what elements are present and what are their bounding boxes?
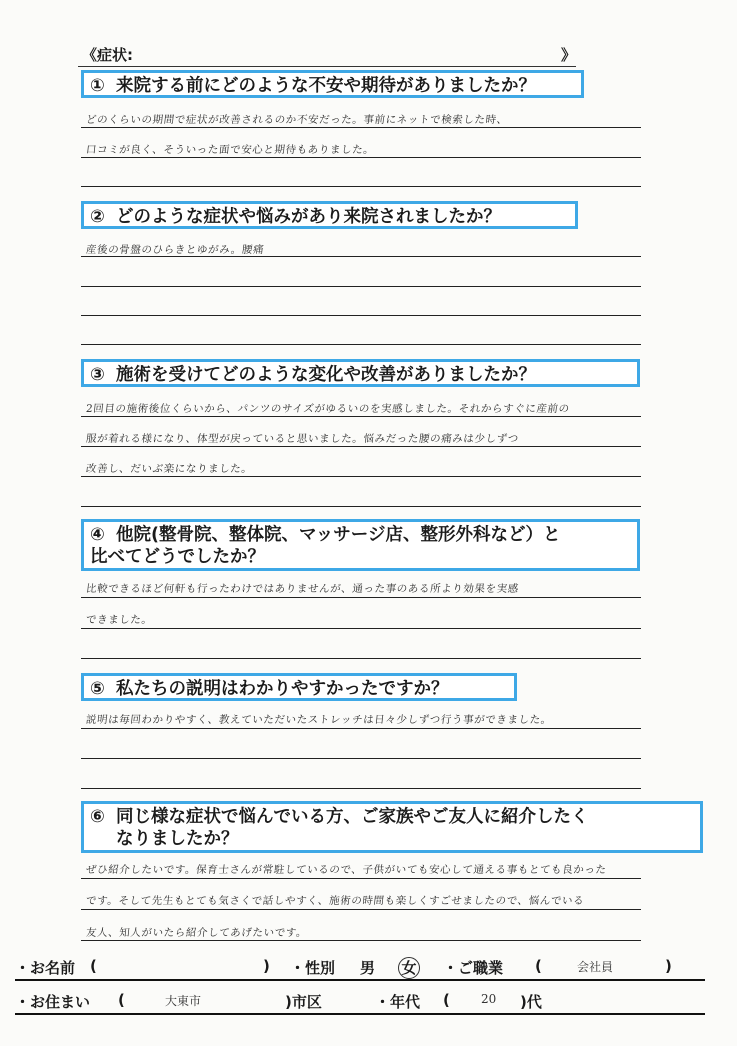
question-5-text: 私たちの説明はわかりやすかったですか？ — [116, 679, 449, 699]
answer-rule — [81, 256, 641, 257]
question-4-box — [81, 519, 640, 571]
answer-rule — [81, 127, 641, 128]
question-3-box — [81, 359, 640, 387]
job-label: ・ご職業 — [443, 959, 504, 977]
answer-rule — [81, 788, 641, 789]
answer-rule — [81, 940, 641, 941]
answer-3-line-2: 服が着れる様になり、体型が戻っていると思いました。悩みだった腰の痛みは少しずつ — [85, 433, 520, 445]
answer-5-line-1: 説明は毎回わかりやすく、教えていただいたストレッチは日々少しずつ行う事ができました。 — [85, 714, 553, 726]
answer-rule — [81, 728, 641, 729]
answer-rule — [81, 446, 641, 447]
name-label: ・お名前 — [15, 959, 76, 977]
gender-male: 男 — [360, 959, 376, 977]
symptom-close-bracket: 》 — [560, 46, 576, 64]
answer-rule — [81, 628, 641, 629]
question-4-number: ④ — [90, 525, 105, 545]
job-close-paren: ) — [665, 957, 672, 975]
answer-4-line-2: できました。 — [85, 614, 154, 626]
footer-line-1 — [15, 979, 705, 981]
question-1-number: ① — [90, 76, 105, 96]
answer-rule — [81, 476, 641, 477]
symptom-label: 《症状: — [82, 46, 133, 64]
answer-rule — [81, 909, 641, 910]
question-2-number: ② — [90, 207, 105, 227]
question-3-number: ③ — [90, 365, 105, 385]
address-value: 大東市 — [165, 994, 202, 1008]
answer-rule — [81, 506, 641, 507]
age-value: 20 — [481, 992, 497, 1006]
answer-3-line-3: 改善し、だいぶ楽になりました。 — [85, 463, 254, 475]
gender-label: ・性別 — [290, 959, 336, 977]
question-6-box — [81, 801, 703, 853]
question-2-text: どのような症状や悩みがあり来院されましたか？ — [116, 207, 501, 227]
footer-line-2 — [15, 1013, 705, 1015]
answer-rule — [81, 186, 641, 187]
answer-rule — [81, 416, 641, 417]
job-value: 会社員 — [577, 960, 614, 974]
answer-6-line-2: です。そして先生もとても気さくで話しやすく、施術の時間も楽しくすごせましたので、悩んでいる — [85, 895, 585, 907]
answer-rule — [81, 286, 641, 287]
age-open-paren: ( — [443, 991, 450, 1009]
question-3-text: 施術を受けてどのような変化や改善がありましたか？ — [116, 365, 536, 385]
symptom-field — [78, 42, 576, 67]
address-close-city: )市区 — [285, 993, 322, 1011]
answer-rule — [81, 658, 641, 659]
answer-1-line-1: どのくらいの期間で症状が改善されるのか不安だった。事前にネットで検索した時、 — [85, 114, 509, 126]
answer-rule — [81, 315, 641, 316]
question-6-text-line-2: なりましたか？ — [116, 829, 239, 849]
age-label: ・年代 — [375, 993, 421, 1011]
answer-3-line-1: 2回目の施術後位くらいから、パンツのサイズがゆるいのを実感しました。それからすぐに産前の — [85, 403, 571, 415]
answer-1-line-2: 口コミが良く、そういった面で安心と期待もありました。 — [85, 144, 375, 156]
question-5-number: ⑤ — [90, 679, 105, 699]
name-close-paren: ) — [263, 957, 270, 975]
answer-6-line-3: 友人、知人がいたら紹介してあげたいです。 — [85, 927, 308, 939]
question-5-box — [81, 673, 517, 701]
age-close-decade: )代 — [520, 993, 542, 1011]
gender-female — [398, 957, 420, 979]
question-6-number: ⑥ — [90, 807, 105, 827]
question-1-text: 来院する前にどのような不安や期待がありましたか？ — [116, 76, 536, 96]
name-open-paren: ( — [90, 957, 97, 975]
address-open-paren: ( — [118, 991, 125, 1009]
address-label: ・お住まい — [15, 993, 91, 1011]
answer-rule — [81, 157, 641, 158]
answer-rule — [81, 878, 641, 879]
answer-rule — [81, 344, 641, 345]
job-open-paren: ( — [535, 957, 542, 975]
answer-rule — [81, 758, 641, 759]
question-2-box — [81, 201, 578, 229]
answer-rule — [81, 597, 641, 598]
answer-6-line-1: ぜひ紹介したいです。保育士さんが常駐しているので、子供がいても安心して通える事もとても良かった — [85, 864, 608, 876]
question-4-text: 他院(整骨院、整体院、マッサージ店、整形外科など）と — [116, 525, 561, 545]
question-6-text: 同じ様な症状で悩んでいる方、ご家族やご友人に紹介したく — [116, 807, 589, 827]
question-4-text-line-2: 比べてどうでしたか？ — [90, 547, 265, 567]
answer-4-line-1: 比較できるほど何軒も行ったわけではありませんが、通った事のある所より効果を実感 — [85, 583, 520, 595]
answer-2-line-1: 産後の骨盤のひらきとゆがみ。腰痛 — [85, 244, 265, 256]
gender-female-circle: 女 — [398, 957, 420, 979]
question-1-box — [81, 70, 584, 98]
